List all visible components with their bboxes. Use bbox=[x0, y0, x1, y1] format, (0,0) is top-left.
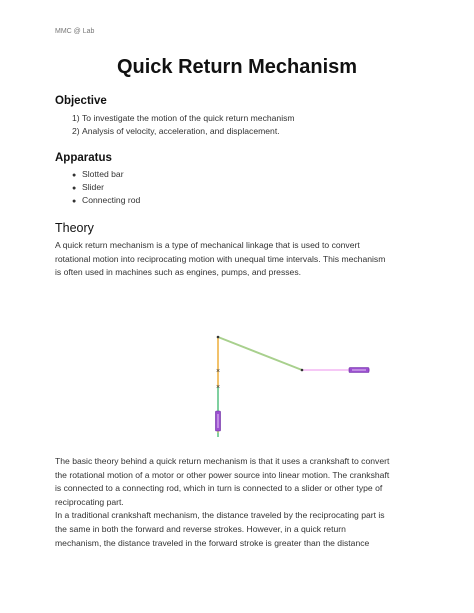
paragraph-line: the rotational motion of a motor or other power source into linear motion. The crankshaft bbox=[55, 469, 390, 480]
objective-heading: Objective bbox=[55, 95, 107, 107]
objective-item-text: Analysis of velocity, acceleration, and displacement. bbox=[82, 126, 280, 136]
paragraph-line: A quick return mechanism is a type of mechanical linkage that is used to convert bbox=[55, 240, 360, 250]
bullet-icon: ● bbox=[72, 198, 77, 205]
page-title: Quick Return Mechanism bbox=[116, 56, 358, 78]
cross-mark: × bbox=[215, 384, 221, 391]
apparatus-heading: Apparatus bbox=[55, 152, 112, 164]
apparatus-item-text: Connecting rod bbox=[82, 195, 141, 205]
objective-item bbox=[55, 125, 295, 138]
theory-intro-paragraph bbox=[55, 239, 425, 280]
paragraph-line: In a traditional crankshaft mechanism, the distance traveled by the reciprocating part is bbox=[55, 510, 385, 521]
objective-item-number: 1) bbox=[72, 113, 80, 123]
apparatus-item bbox=[55, 194, 140, 207]
paragraph-line: is connected to a connecting rod, which in turn is connected to a slider or other type of bbox=[55, 483, 383, 494]
bullet-icon: ● bbox=[72, 172, 77, 179]
pivot-joint bbox=[301, 369, 304, 372]
theory-heading: Theory bbox=[55, 221, 94, 235]
apparatus-item bbox=[55, 181, 140, 194]
apparatus-item bbox=[55, 168, 140, 181]
paragraph-line: The basic theory behind a quick return mechanism is that it uses a crankshaft to convert bbox=[55, 456, 390, 466]
quick-return-mechanism-diagram bbox=[200, 325, 380, 445]
paragraph-line: is often used in machines such as engines, pumps, and presses. bbox=[55, 267, 302, 278]
theory-body-paragraph bbox=[55, 455, 425, 550]
page-header: MMC @ Lab bbox=[55, 28, 95, 35]
paragraph-line: the same in both the forward and reverse strokes. However, in a quick return bbox=[55, 523, 346, 534]
apparatus-list bbox=[55, 168, 140, 207]
pivot-joint bbox=[217, 336, 220, 339]
connecting-rod bbox=[218, 337, 302, 370]
paragraph-line: reciprocating part. bbox=[55, 496, 124, 507]
apparatus-item-text: Slotted bar bbox=[82, 169, 124, 179]
objective-item-text: To investigate the motion of the quick return mechanism bbox=[82, 113, 295, 123]
objective-list bbox=[55, 112, 295, 138]
bullet-icon: ● bbox=[72, 185, 77, 192]
objective-item-number: 2) bbox=[72, 126, 80, 136]
paragraph-line: mechanism, the distance traveled in the forward stroke is greater than the distance bbox=[55, 537, 370, 548]
apparatus-item-text: Slider bbox=[82, 182, 104, 192]
objective-item bbox=[55, 112, 295, 125]
paragraph-line: rotational motion into reciprocating motion with unequal time intervals. This mechanism bbox=[55, 253, 386, 264]
cross-mark: × bbox=[215, 368, 221, 375]
